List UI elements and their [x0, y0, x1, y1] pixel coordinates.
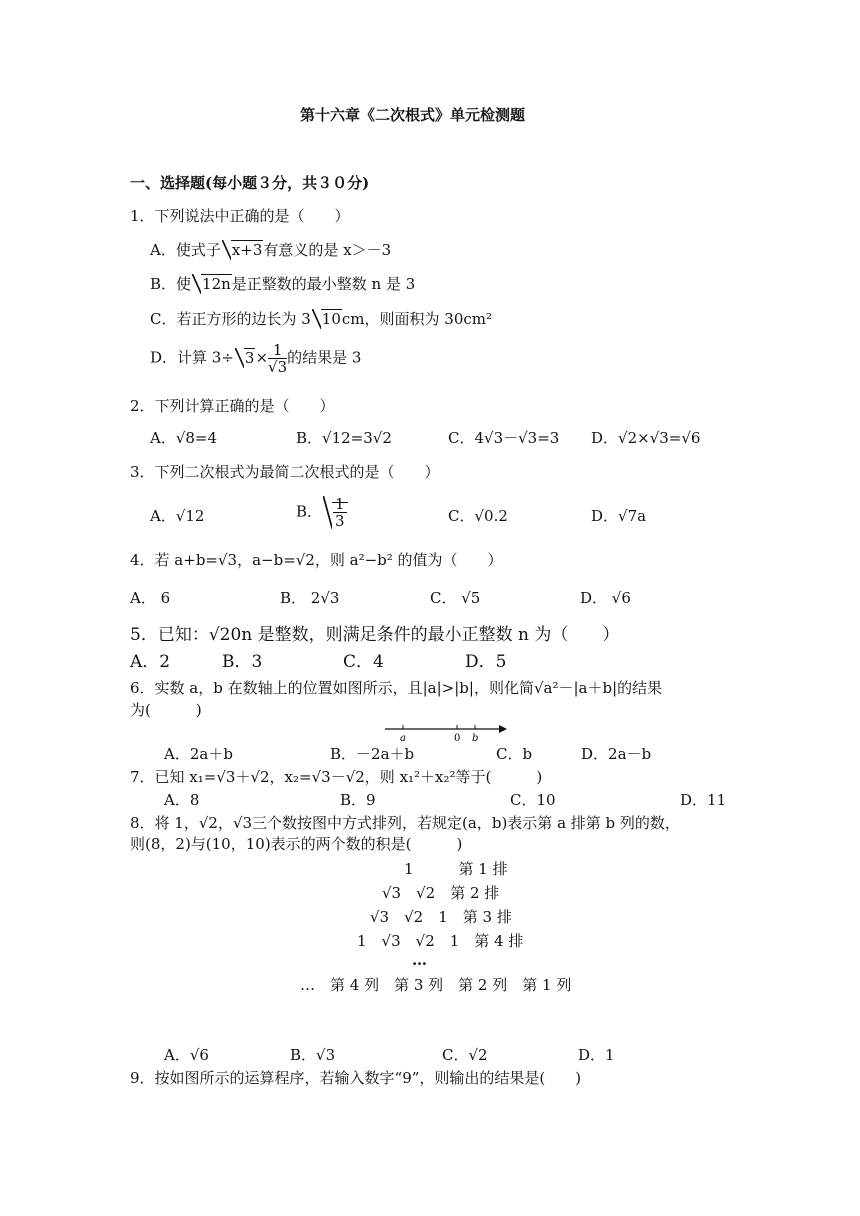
sqrt-sign: 10: [312, 309, 342, 329]
q2-stem: 2．下列计算正确的是（ ）: [130, 397, 335, 415]
q8-column-labels: … 第 4 列 第 3 列 第 2 列 第 1 列: [300, 976, 572, 994]
axis-label-a: a: [400, 733, 406, 744]
q7-option-a: A．8: [164, 791, 200, 809]
q8-row-1: 1 第 1 排: [404, 860, 508, 878]
arrow-head-icon: [499, 725, 507, 733]
q5-option-c: C．4: [343, 652, 384, 672]
q1-option-c: C．若正方形的边长为 3 10cm，则面积为 30cm²: [150, 310, 493, 328]
q3-stem: 3．下列二次根式为最简二次根式的是（ ）: [130, 463, 440, 481]
q6-option-a: A．2a＋b: [164, 745, 233, 763]
q4-option-c: C． √5: [430, 589, 481, 607]
axis-label-b: b: [472, 733, 479, 744]
q4-stem: 4．若 a+b=√3，a−b=√2，则 a²−b² 的值为（ ）: [130, 551, 503, 569]
q7-stem: 7．已知 x₁=√3＋√2，x₂=√3－√2，则 x₁²＋x₂²等于( ): [130, 768, 543, 786]
q3-option-d: D．√7a: [591, 507, 647, 525]
q7-option-d: D．11: [680, 791, 727, 809]
q8-row-2: √3 √2 第 2 排: [382, 884, 500, 902]
q2-option-c: C．4√3－√3=3: [448, 429, 560, 447]
q9-stem: 9．按如图所示的运算程序，若输入数字“9”，则输出的结果是( ): [130, 1069, 582, 1087]
q6-option-d: D．2a－b: [581, 745, 652, 763]
q1-stem: 1．下列说法中正确的是（ ）: [130, 207, 350, 225]
q1-option-d: D．计算 3÷ 3× $\frac{1}{√3}$ 的结果是 3: [150, 341, 362, 376]
q3-option-b: B． $\frac{1}{3}$: [296, 496, 348, 529]
q8-option-c: C．√2: [442, 1046, 488, 1064]
q8-option-a: A．√6: [164, 1046, 209, 1064]
q4-option-a: A． 6: [130, 589, 171, 607]
q5-option-b: B．3: [222, 652, 263, 672]
q4-option-b: B． 2√3: [280, 589, 340, 607]
sqrt-sign: $\frac{1}{3}$: [323, 496, 348, 529]
section-heading: 一、选择题(每小题３分，共３０分): [130, 174, 370, 192]
q5-option-d: D．5: [465, 652, 507, 672]
q6-option-c: C．b: [496, 745, 533, 763]
q8-ellipsis: …: [412, 951, 427, 969]
axis-label-zero: 0: [454, 733, 461, 744]
q5-stem: 5．已知：√20n 是整数，则满足条件的最小正整数 n 为（ ）: [130, 625, 620, 645]
sqrt-sign: 12n: [192, 274, 232, 294]
page-title: 第十六章《二次根式》单元检测题: [300, 106, 526, 124]
q8-option-d: D．1: [578, 1046, 615, 1064]
q1-option-a: A．使式子 x+3有意义的是 x＞－3: [150, 241, 392, 259]
q7-option-b: B．9: [340, 791, 376, 809]
q5-option-a: A．2: [130, 652, 171, 672]
q6-stem-line1: 6．实数 a，b 在数轴上的位置如图所示，且|a|>|b|，则化简√a²－|a＋b|的结果: [130, 679, 663, 697]
q1-option-b: B．使 12n是正整数的最小整数 n 是 3: [150, 275, 416, 293]
q6-stem-line2: 为( ): [130, 701, 202, 719]
q3-option-c: C．√0.2: [448, 507, 508, 525]
q8-row-3: √3 √2 1 第 3 排: [370, 908, 512, 926]
q8-row-4: 1 √3 √2 1 第 4 排: [357, 932, 524, 950]
q8-option-b: B．√3: [290, 1046, 336, 1064]
q2-option-a: A．√8=4: [150, 429, 218, 447]
q4-option-d: D． √6: [580, 589, 631, 607]
fraction: $\frac{1}{√3}$: [268, 341, 288, 376]
q8-stem-line1: 8．将 1，√2，√3三个数按图中方式排列，若规定(a，b)表示第 a 排第 b 列的数，: [130, 814, 680, 832]
q3-option-a: A．√12: [150, 507, 205, 525]
q7-option-c: C．10: [510, 791, 556, 809]
q2-option-d: D．√2×√3=√6: [591, 429, 701, 447]
sqrt-sign: 3: [235, 348, 256, 368]
q8-stem-line2: 则(8，2)与(10，10)表示的两个数的积是( ): [130, 835, 463, 853]
q2-option-b: B．√12=3√2: [296, 429, 392, 447]
number-line-figure: [385, 720, 510, 744]
sqrt-sign: x+3: [222, 240, 264, 260]
q6-option-b: B．－2a＋b: [330, 745, 415, 763]
